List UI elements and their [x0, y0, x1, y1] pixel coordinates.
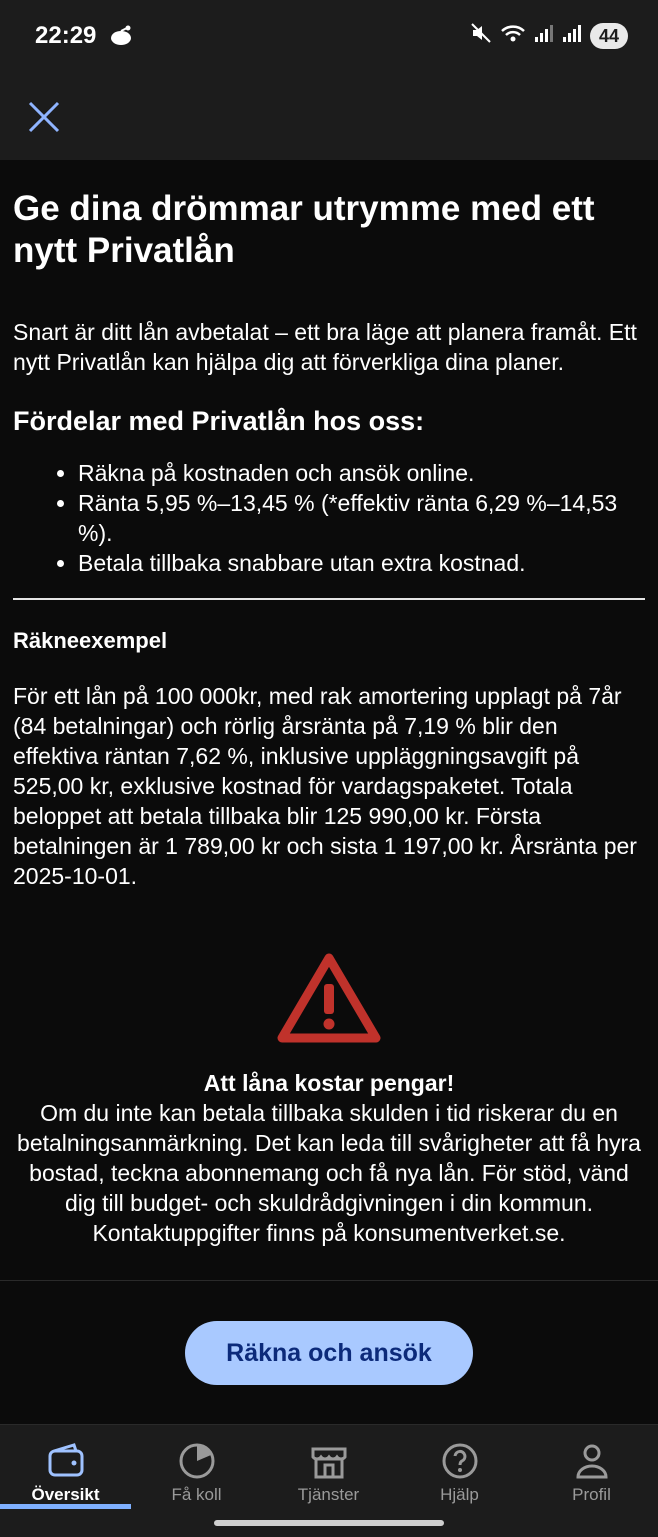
close-button[interactable]	[22, 95, 66, 139]
warning-title: Att låna kostar pengar!	[203, 1070, 455, 1096]
wifi-icon	[500, 23, 526, 48]
close-icon	[22, 95, 66, 139]
cta-area	[0, 1280, 658, 1425]
nav-item-oversikt[interactable]	[0, 1441, 131, 1505]
nav-item-hjalp[interactable]	[394, 1441, 525, 1505]
benefit-item: • Betala tillbaka snabbare utan extra kostnad.	[78, 548, 645, 578]
benefit-item: • Räkna på kostnaden och ansök online.	[78, 458, 645, 488]
mute-icon	[470, 22, 492, 49]
page-title: Ge dina drömmar utrymme med ett nytt Privatlån	[13, 189, 595, 270]
nav-item-tjanster[interactable]	[263, 1441, 394, 1505]
home-indicator[interactable]	[214, 1520, 444, 1526]
status-bar	[0, 0, 658, 75]
nav-item-profil[interactable]	[526, 1441, 657, 1505]
nav-label: Få koll	[171, 1485, 222, 1504]
battery-indicator: 44	[590, 23, 628, 49]
pie-chart-icon	[177, 1441, 217, 1481]
help-icon	[440, 1441, 480, 1481]
benefits-heading: Fördelar med Privatlån hos oss:	[13, 406, 425, 436]
nav-label: Hjälp	[440, 1485, 479, 1504]
benefit-item: • Ränta 5,95 %–13,45 % (*effektiv ränta 6,29 %–14,53 %).	[78, 488, 645, 548]
divider	[13, 598, 645, 600]
warning-triangle-icon	[276, 952, 382, 1049]
nav-label: Profil	[572, 1485, 611, 1504]
example-text: För ett lån på 100 000kr, med rak amortering upplagt på 7år (84 betalningar) och rörlig årsränta på 7,19 % blir den effektiva räntan 7,62 %, inklusive uppläggningsavgift på 525,00 kr, exklusive kostnad för vardagspaketet. Totala beloppet att betala tillbaka blir 125 990,00 kr. Första betalningen är 1 789,00 kr och sista 1 197,00 kr. Årsränta per 2025-10-01.	[13, 683, 637, 889]
wallet-icon	[46, 1441, 86, 1481]
profile-icon	[572, 1441, 612, 1481]
reddit-icon	[108, 24, 134, 51]
signal-icon-2	[562, 23, 582, 48]
example-heading: Räkneexempel	[13, 628, 168, 653]
warning-text: Om du inte kan betala tillbaka skulden i tid riskerar du en betalningsanmärkning. Det kan leda till svårigheter att få hyra bostad, teckna abonnemang och få nya lån. För stöd, vänd dig till budget- och skuldrådgivningen i din kommun. Kontaktuppgifter finns på konsumentverket.se.	[17, 1100, 641, 1246]
benefits-list	[13, 458, 645, 578]
nav-item-fa-koll[interactable]	[131, 1441, 262, 1505]
active-tab-indicator	[0, 1504, 131, 1509]
nav-label: Tjänster	[297, 1485, 360, 1504]
calculate-apply-button[interactable]: Räkna och ansök	[185, 1321, 473, 1385]
status-time: 22:29	[35, 22, 97, 49]
warning-box	[13, 1068, 645, 1248]
top-bar	[0, 75, 658, 160]
store-icon	[309, 1441, 349, 1481]
main-content	[13, 160, 645, 891]
signal-icon	[534, 23, 554, 48]
nav-label: Översikt	[31, 1485, 100, 1504]
intro-text: Snart är ditt lån avbetalat – ett bra läge att planera framåt. Ett nytt Privatlån kan hjälpa dig att förverkliga dina planer.	[13, 319, 637, 375]
